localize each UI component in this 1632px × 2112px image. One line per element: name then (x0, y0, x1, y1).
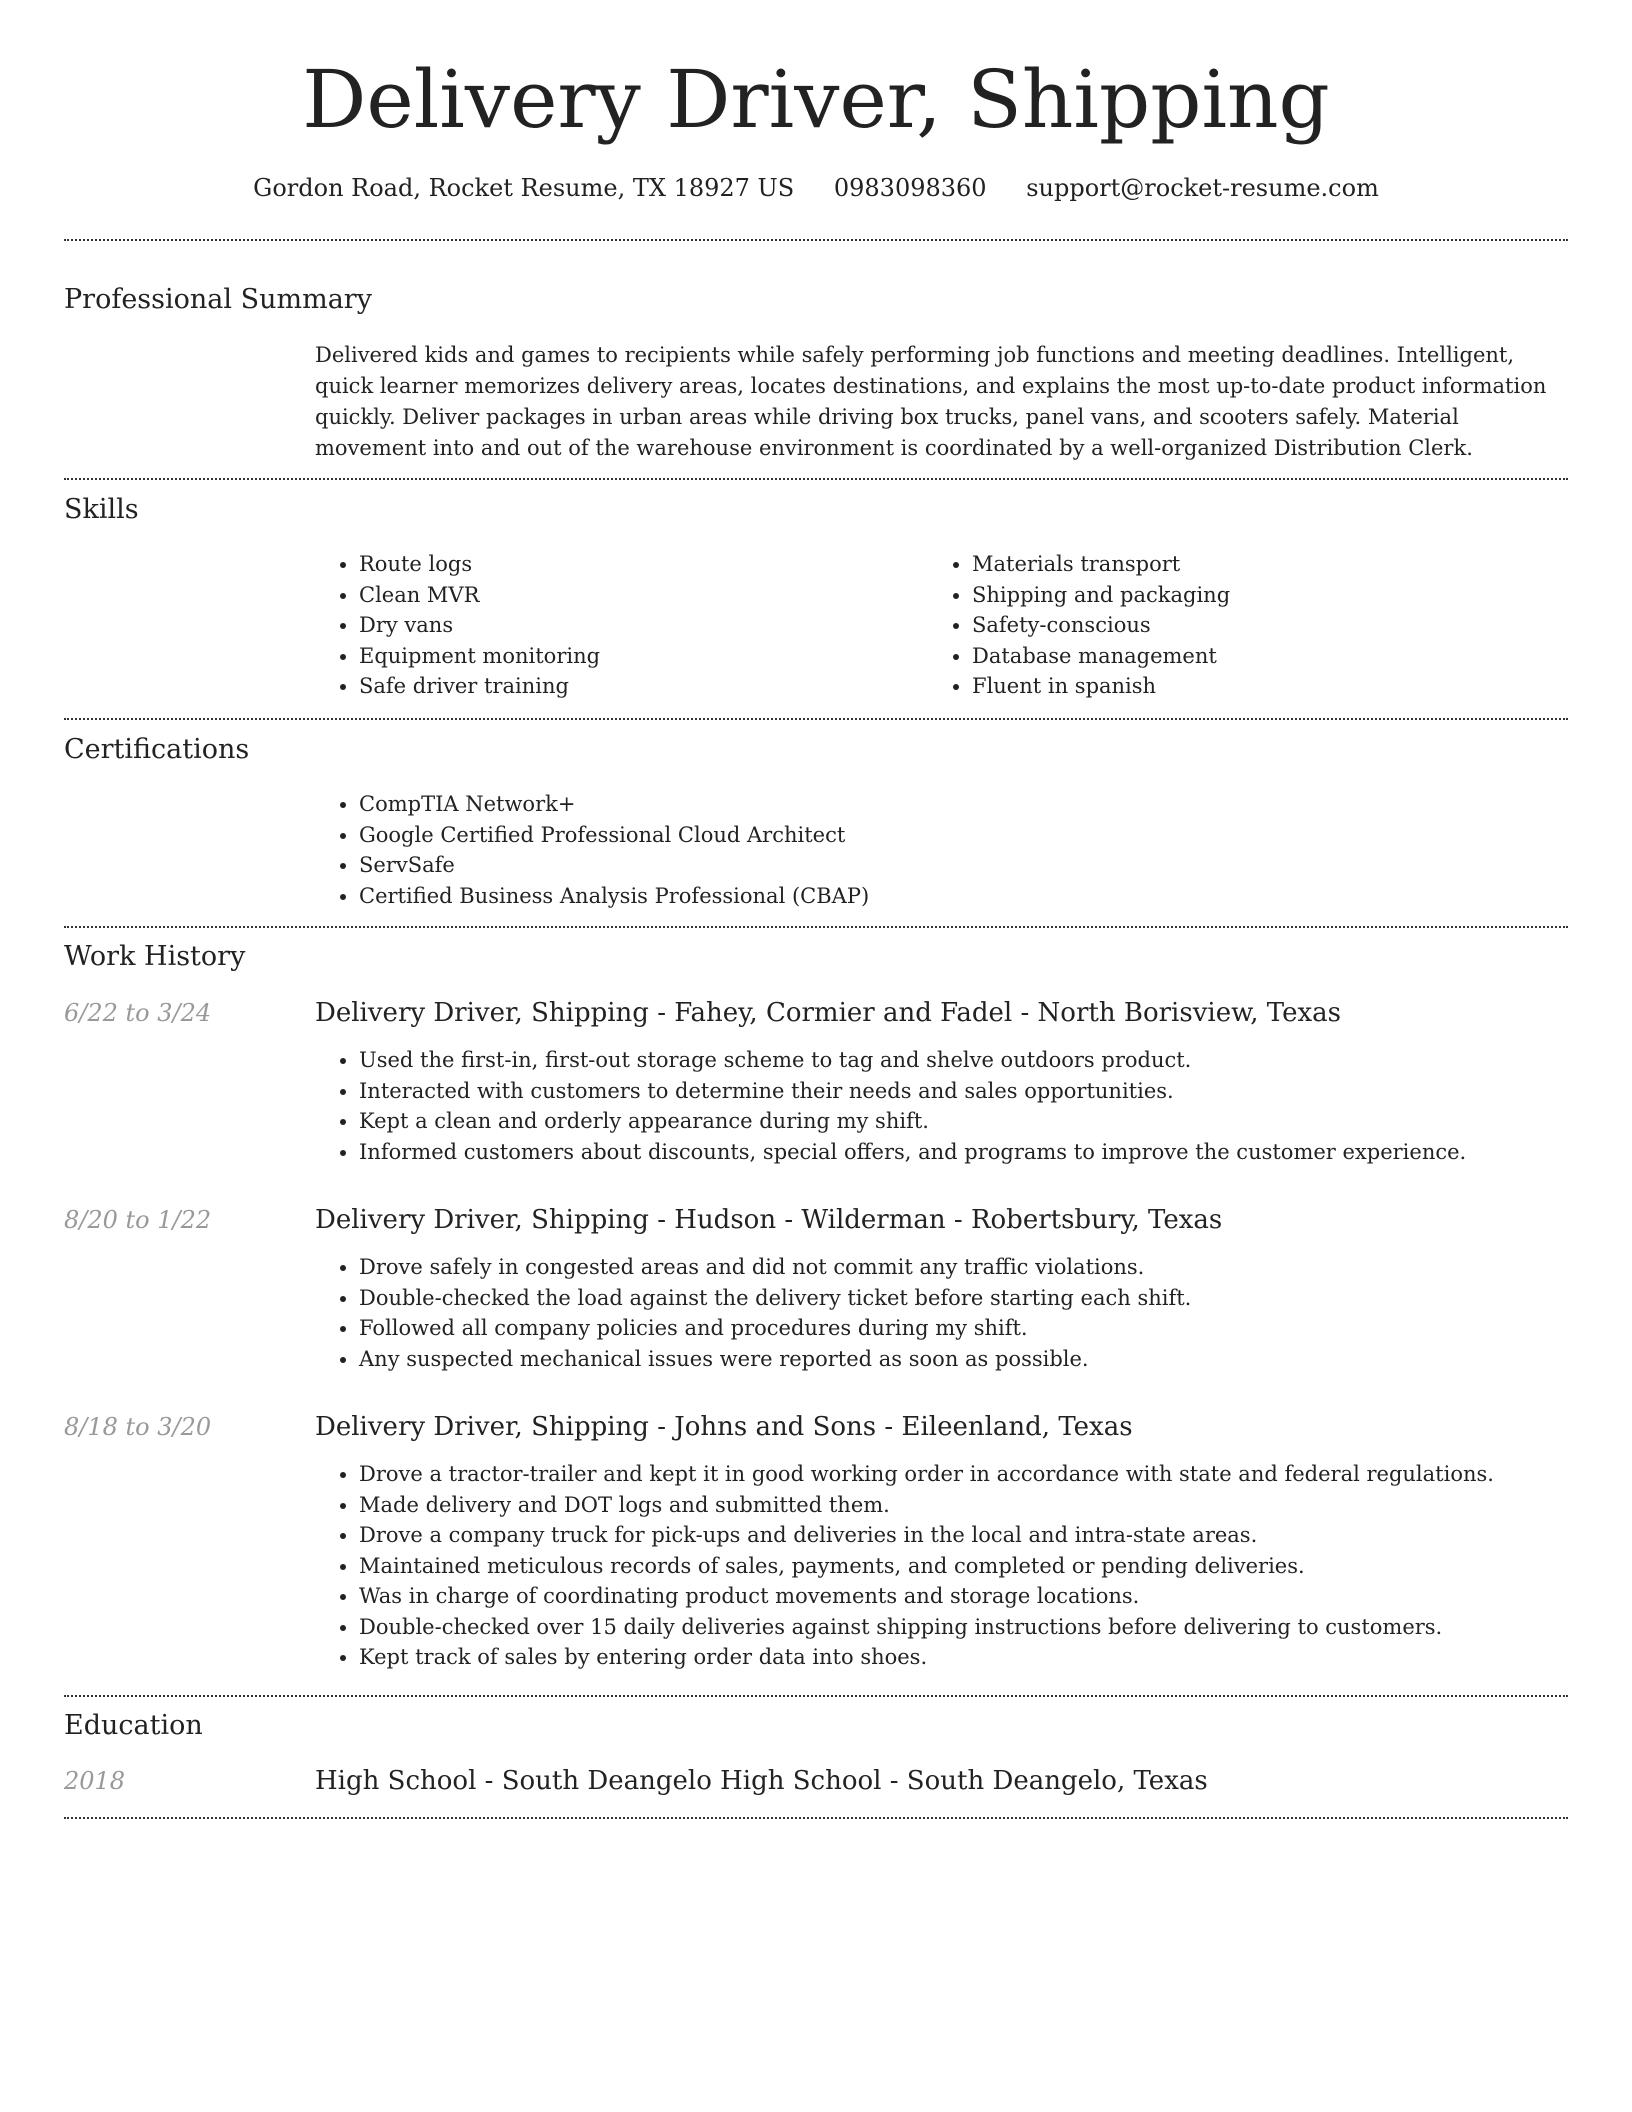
contact-address: Gordon Road, Rocket Resume, TX 18927 US (253, 174, 795, 202)
certification-item: • Google Certified Professional Cloud Architect (359, 820, 1559, 851)
job-bullet: • Drove a company truck for pick-ups and deliveries in the local and intra-state areas. (359, 1520, 1609, 1551)
skill-item: • Clean MVR (359, 580, 919, 611)
skill-item: • Fluent in spanish (972, 671, 1572, 702)
job-bullet: • Double-checked the load against the delivery ticket before starting each shift. (359, 1283, 1609, 1314)
contact-email: support@rocket-resume.com (1026, 174, 1379, 202)
job-bullet: • Followed all company policies and procedures during my shift. (359, 1313, 1609, 1344)
section-title-education: Education (64, 1710, 203, 1741)
job-bullets (315, 1252, 1609, 1374)
candidate-name: Delivery Driver, Shipping (302, 53, 1330, 146)
job-bullet: • Made delivery and DOT logs and submitted them. (359, 1490, 1609, 1521)
section-divider (64, 1695, 1568, 1697)
job-bullet: • Informed customers about discounts, special offers, and programs to improve the customer experience. (359, 1137, 1609, 1168)
skill-item: • Route logs (359, 549, 919, 580)
summary-text: Delivered kids and games to recipients while safely performing job functions and meeting deadlines. Intelligent, quick learner memorizes delivery areas, locates destinations, and explains the most up-to-date product information quickly. Deliver packages in urban areas while driving box trucks, panel vans, and scooters safely. Material movement into and out of the warehouse environment is coordinated by a well-organized Distribution Clerk. (315, 343, 1547, 460)
section-title-skills: Skills (64, 494, 139, 525)
job-date: 8/18 to 3/20 (64, 1413, 212, 1441)
certification-item: • CompTIA Network+ (359, 789, 1559, 820)
resume-header (0, 40, 1632, 206)
job-bullet: • Any suspected mechanical issues were reported as soon as possible. (359, 1344, 1609, 1375)
job-date: 8/20 to 1/22 (64, 1206, 212, 1234)
job-bullet: • Drove safely in congested areas and did not commit any traffic violations. (359, 1252, 1609, 1283)
section-title-work-history: Work History (64, 941, 246, 972)
job-bullets (315, 1459, 1609, 1673)
section-divider (64, 478, 1568, 480)
section-divider (64, 718, 1568, 720)
skill-item: • Safety-conscious (972, 610, 1572, 641)
certification-item: • ServSafe (359, 850, 1559, 881)
contact-phone: 0983098360 (833, 174, 987, 202)
skill-item: • Dry vans (359, 610, 919, 641)
job-bullet: • Was in charge of coordinating product movements and storage locations. (359, 1581, 1609, 1612)
job-bullets (315, 1045, 1609, 1167)
job-bullet: • Drove a tractor-trailer and kept it in good working order in accordance with state and federal regulations. (359, 1459, 1609, 1490)
section-divider (64, 1817, 1568, 1819)
section-title-summary: Professional Summary (64, 284, 372, 315)
skill-item: • Safe driver training (359, 671, 919, 702)
skills-list-left (315, 549, 919, 702)
section-divider (64, 239, 1568, 241)
job-bullet: • Used the first-in, first-out storage scheme to tag and shelve outdoors product. (359, 1045, 1609, 1076)
job-date: 6/22 to 3/24 (64, 999, 212, 1027)
job-heading: Delivery Driver, Shipping - Fahey, Cormier and Fadel - North Borisview, Texas (315, 998, 1341, 1028)
job-bullet: • Maintained meticulous records of sales, payments, and completed or pending deliveries. (359, 1551, 1609, 1582)
skill-item: • Database management (972, 641, 1572, 672)
job-bullet: • Kept track of sales by entering order data into shoes. (359, 1642, 1609, 1673)
education-heading: High School - South Deangelo High School - South Deangelo, Texas (315, 1766, 1208, 1796)
skills-list-right (928, 549, 1572, 702)
job-heading: Delivery Driver, Shipping - Hudson - Wilderman - Robertsbury, Texas (315, 1205, 1223, 1235)
job-bullet: • Double-checked over 15 daily deliveries against shipping instructions before delivering to customers. (359, 1612, 1609, 1643)
certifications-list (315, 789, 1559, 911)
skill-item: • Materials transport (972, 549, 1572, 580)
job-bullet: • Kept a clean and orderly appearance during my shift. (359, 1106, 1609, 1137)
job-bullet: • Interacted with customers to determine their needs and sales opportunities. (359, 1076, 1609, 1107)
section-divider (64, 926, 1568, 928)
job-heading: Delivery Driver, Shipping - Johns and Sons - Eileenland, Texas (315, 1412, 1133, 1442)
section-title-certifications: Certifications (64, 734, 250, 765)
certification-item: • Certified Business Analysis Professional (CBAP) (359, 881, 1559, 912)
education-date: 2018 (64, 1767, 126, 1795)
skill-item: • Shipping and packaging (972, 580, 1572, 611)
skill-item: • Equipment monitoring (359, 641, 919, 672)
contact-line (0, 170, 1632, 206)
